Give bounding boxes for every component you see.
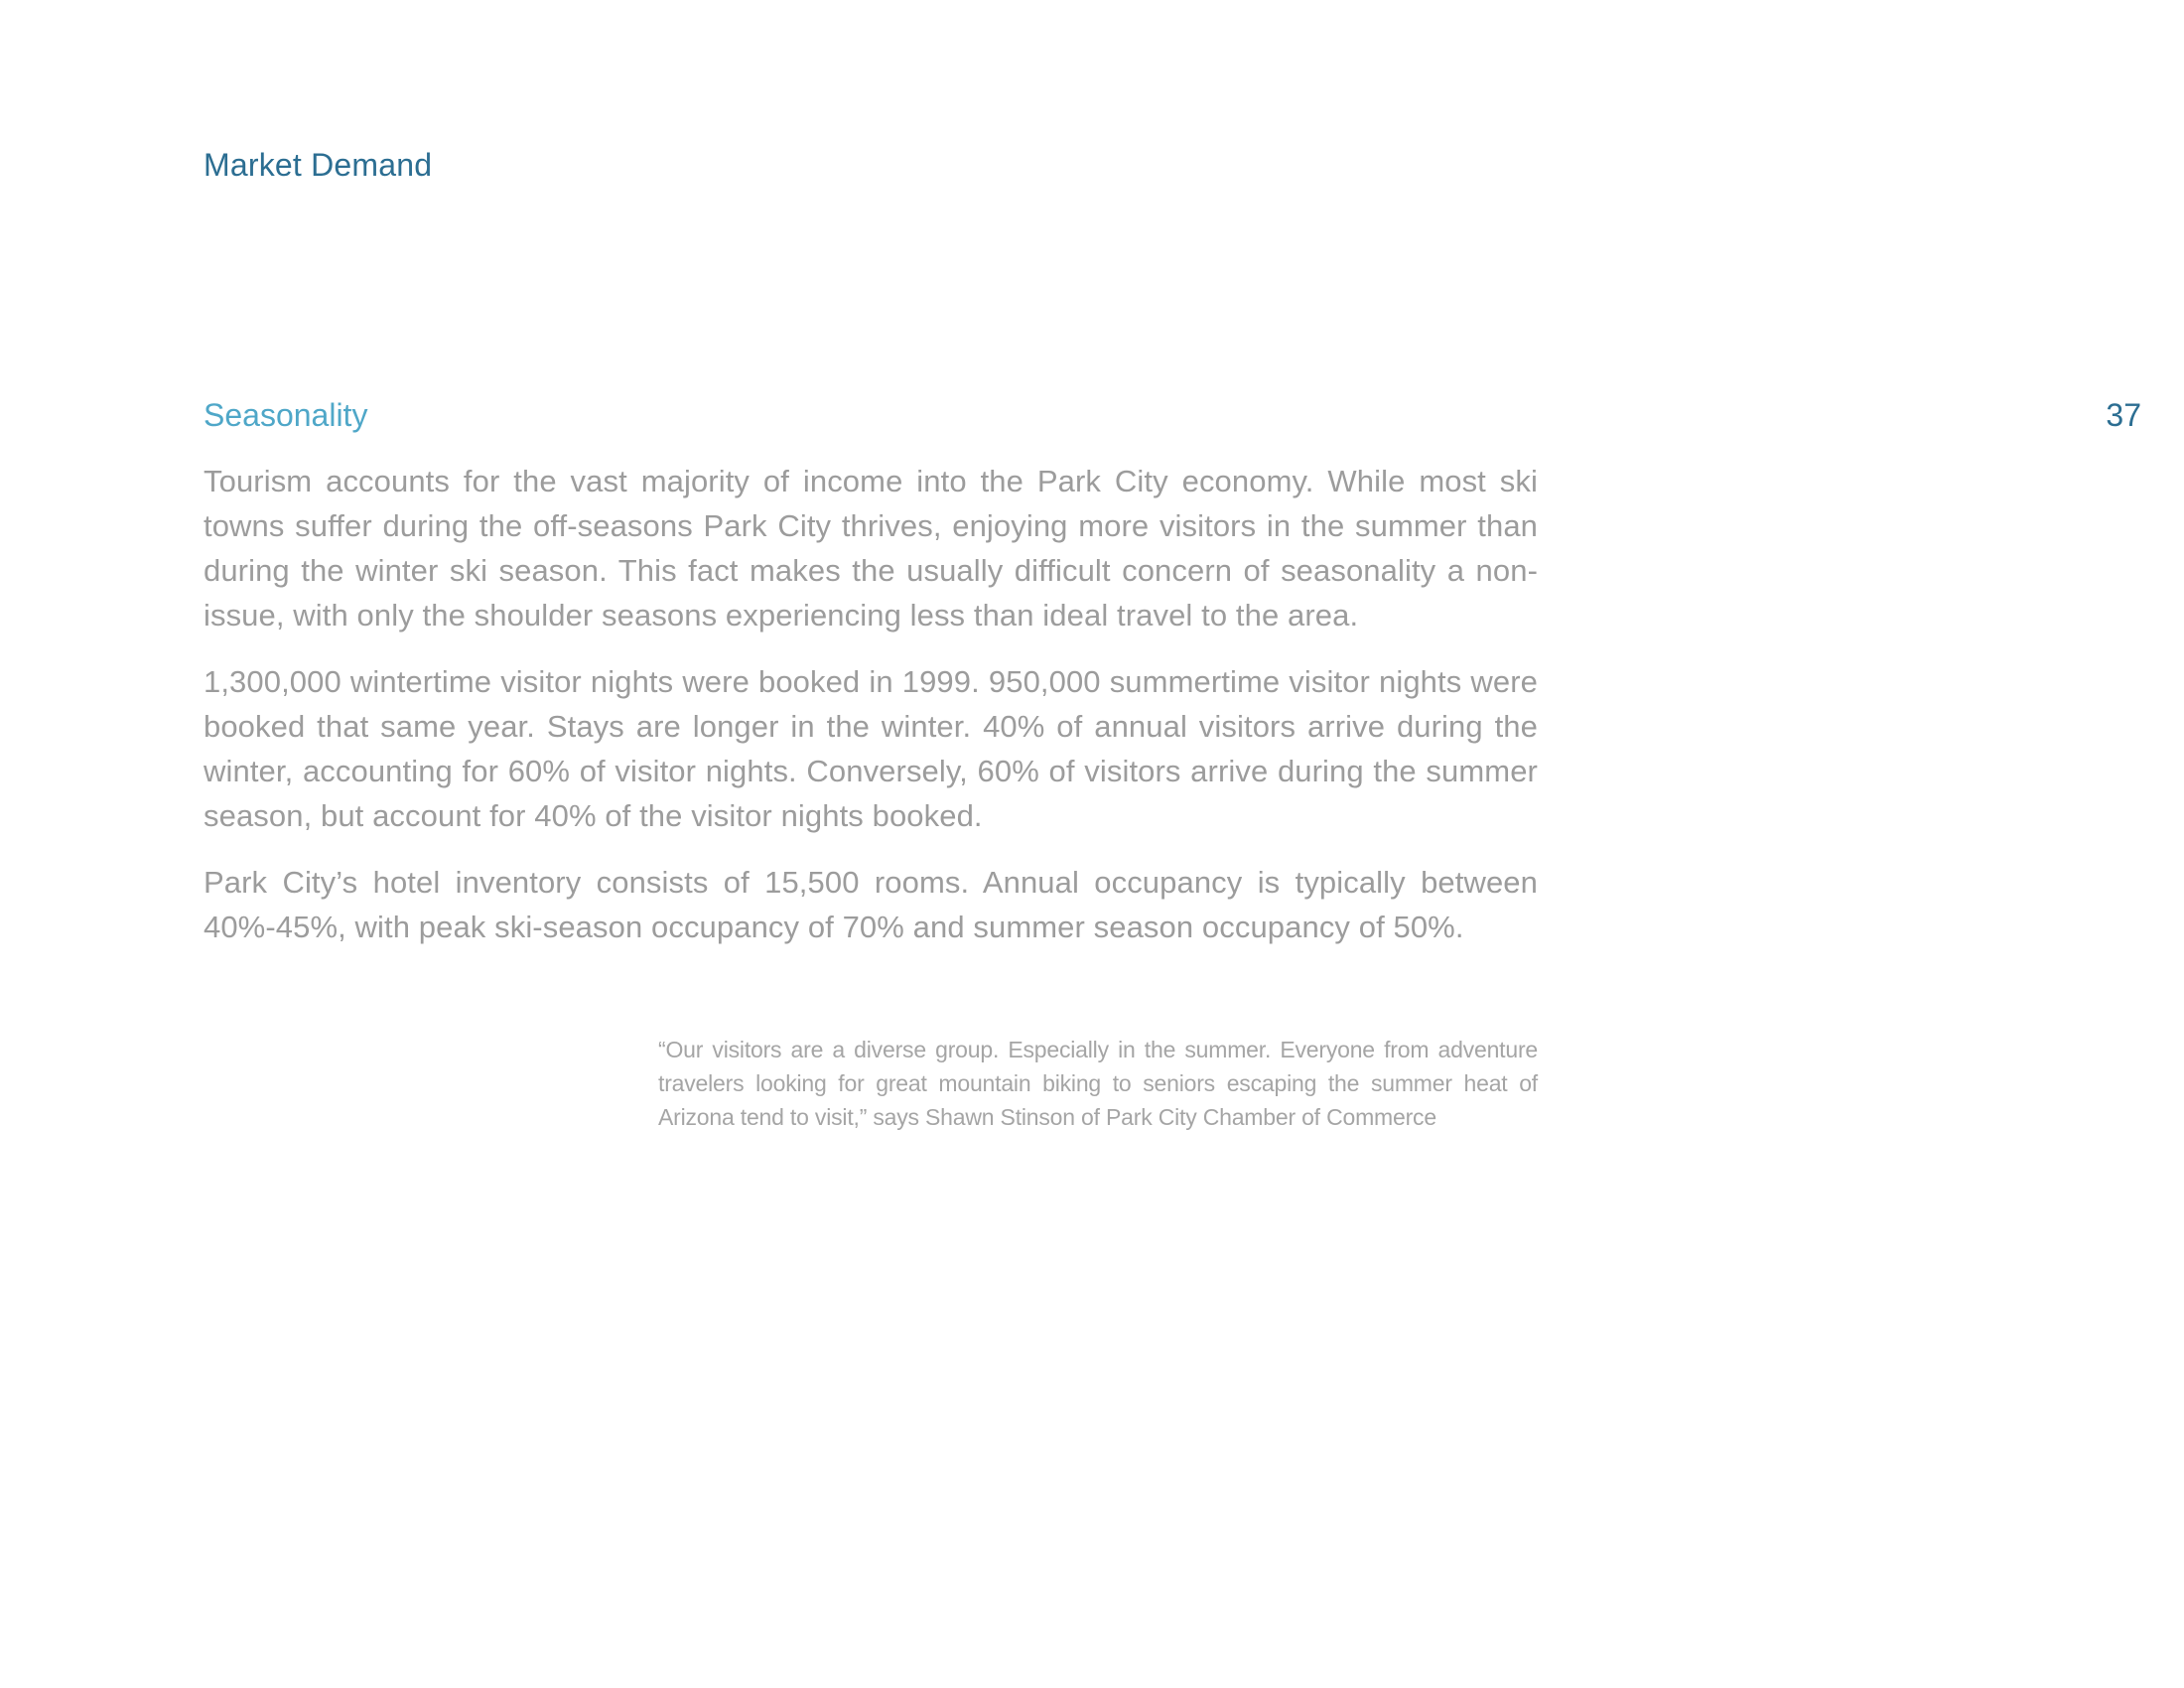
paragraph-hotel-inventory: Park City’s hotel inventory consists of 15,500 rooms. Annual occupancy is typically between 40%-45%, with peak ski-season occupancy of 70% and summer season occupancy of 50%. (204, 865, 1538, 944)
body-text (204, 459, 1538, 971)
page-number: 37 (2106, 397, 2141, 433)
subheading-seasonality: Seasonality (204, 397, 368, 433)
paragraph-tourism: Tourism accounts for the vast majority of income into the Park City economy. While most ski towns suffer during the off-seasons Park City thrives, enjoying more visitors in the summer than during the winter ski season. This fact makes the usually difficult concern of seasonality a non-issue, with only the shoulder seasons experiencing less than ideal travel to the area. (204, 464, 1538, 633)
section-title: Market Demand (204, 147, 433, 183)
pull-quote: “Our visitors are a diverse group. Especially in the summer. Everyone from adventure travelers looking for great mountain biking to seniors escaping the summer heat of Arizona tend to visit,” says Shawn Stinson of Park City Chamber of Commerce (658, 1037, 1538, 1130)
paragraph-visitor-nights: 1,300,000 wintertime visitor nights were booked in 1999. 950,000 summertime visitor nights were booked that same year. Stays are longer in the winter. 40% of annual visitors arrive during the winter, accounting for 60% of visitor nights. Conversely, 60% of visitors arrive during the summer season, but account for 40% of the visitor nights booked. (204, 664, 1538, 833)
